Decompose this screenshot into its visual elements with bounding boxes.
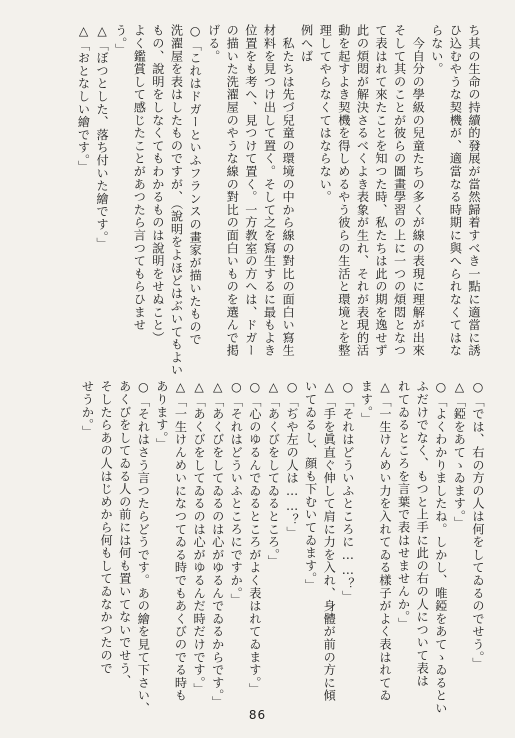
text-line: ○「それはさう言つたらどうです。あの繪を見て下さい、 — [136, 380, 151, 715]
text-line: う。」 — [113, 24, 128, 57]
text-line: 此の煩悶が解決さるべくよき表象が生れ、それが表現的活 — [355, 24, 370, 357]
text-line: ○「ぢや左の人は……？」 — [285, 380, 300, 539]
text-line: よく鑑賞して感じたことがあつたら言つてもらひませ — [132, 24, 147, 332]
text-line: せうか。」 — [80, 380, 95, 438]
text-line: の描いた洗濯屋のやうな線の對比の面白いものを選んで掲 — [225, 24, 240, 357]
text-line: ○「それはどういふところに……？」 — [340, 380, 355, 603]
text-line: △「手を眞直ぐ伸して肩に力を入れ、身體が前の方に傾 — [322, 380, 337, 702]
text-line: △「ぼつとした、落ち付いた繪です。」 — [95, 24, 110, 251]
text-line: 例へば — [299, 24, 314, 63]
text-line: 位置をも考へ、見つけて置く。一方教室の方へは、ドガー — [243, 24, 258, 357]
text-line: ○「よくわかりましたね。しかし、唯錏をあてゝゐるとい — [433, 380, 448, 715]
text-line: あくびをしてゐる人の前には何も置いてないでせう、 — [117, 380, 132, 688]
text-line: て表はれて來たことを知つた時、私たちは此の期を逸せず — [374, 24, 389, 357]
text-line: △「一生けんめい力を入れてゐる樣子がよく表はれてゐ — [378, 380, 393, 702]
text-line: ○「それはどういふところにですか。」 — [229, 380, 244, 607]
text-line: 理してやらなくてはならない。 — [318, 24, 333, 204]
text-line: △「錏をあてゝゐます。」 — [452, 380, 467, 530]
text-line: 動を起すよき契機を得しめるやう彼らの生活と環境とを整 — [336, 24, 351, 357]
text-line: ひ込むやうな契機が、適當なる時期に與へられなくてはな — [448, 24, 463, 357]
text-line: ち其の生命の持續的發展が當然歸着すべき一點に適當に誘 — [467, 24, 481, 357]
text-line: そしたらあの人はじめから何もしてゐなかつたので — [99, 380, 114, 675]
text-line: △「あくびをしてゐるところ。」 — [266, 380, 281, 568]
text-line: △「あくびをしてゐるのは心がゆるんだ時だけです。」 — [192, 380, 207, 696]
text-line: 洗濯屋を表はしたものですが、（說明をよほどはぶいてもよい — [169, 24, 184, 377]
text-line: 材料を見つけ出して置く。そして之を寫生するに最もよき — [262, 24, 277, 357]
text-line: △「あくびをしてゐるのは心がゆるんでゐるからです。」 — [210, 380, 225, 709]
text-line: 私たちは先づ兒童の環境の中から線の對比の面白い寫生 — [281, 24, 296, 357]
text-line: あります。」 — [154, 380, 169, 451]
text-line: △「おとなしい繪です。」 — [76, 24, 91, 174]
text-line: ○「心のゆるんでゐるところがよく表はれてゐます。」 — [247, 380, 262, 696]
text-line: れてゐるところを言葉で表はせませんか。」 — [396, 380, 411, 630]
text-line: げる。 — [206, 24, 221, 63]
text-line: ○「では、右の方の人は何をしてゐるのでせう。」 — [471, 380, 485, 671]
text-line: いてゐるし、顔も下むいてゐます。」 — [303, 380, 318, 592]
text-line: ○「これはドガーといふフランスの畫家が描いたもので — [188, 24, 203, 346]
text-line: △「一生けんめいになつてゐる時でもあくびのでる時も — [173, 380, 188, 702]
text-line: 今自分の學級の兒童たちの多くが線の表現に理解が出來 — [411, 24, 426, 357]
text-line: ふだけでなく、もつと上手に此の右の人について表は — [415, 380, 430, 688]
page-number: 86 — [248, 708, 267, 722]
upper-text-block — [74, 24, 483, 377]
text-line: もの、說明をしなくてもわかるものは說明をせぬこと） — [150, 24, 165, 344]
text-line: そして其のことが彼らの圖畫學習の上に一つの煩悶となつ — [392, 24, 407, 357]
text-line: らない。 — [429, 24, 444, 76]
text-line: ます。」 — [359, 380, 374, 426]
